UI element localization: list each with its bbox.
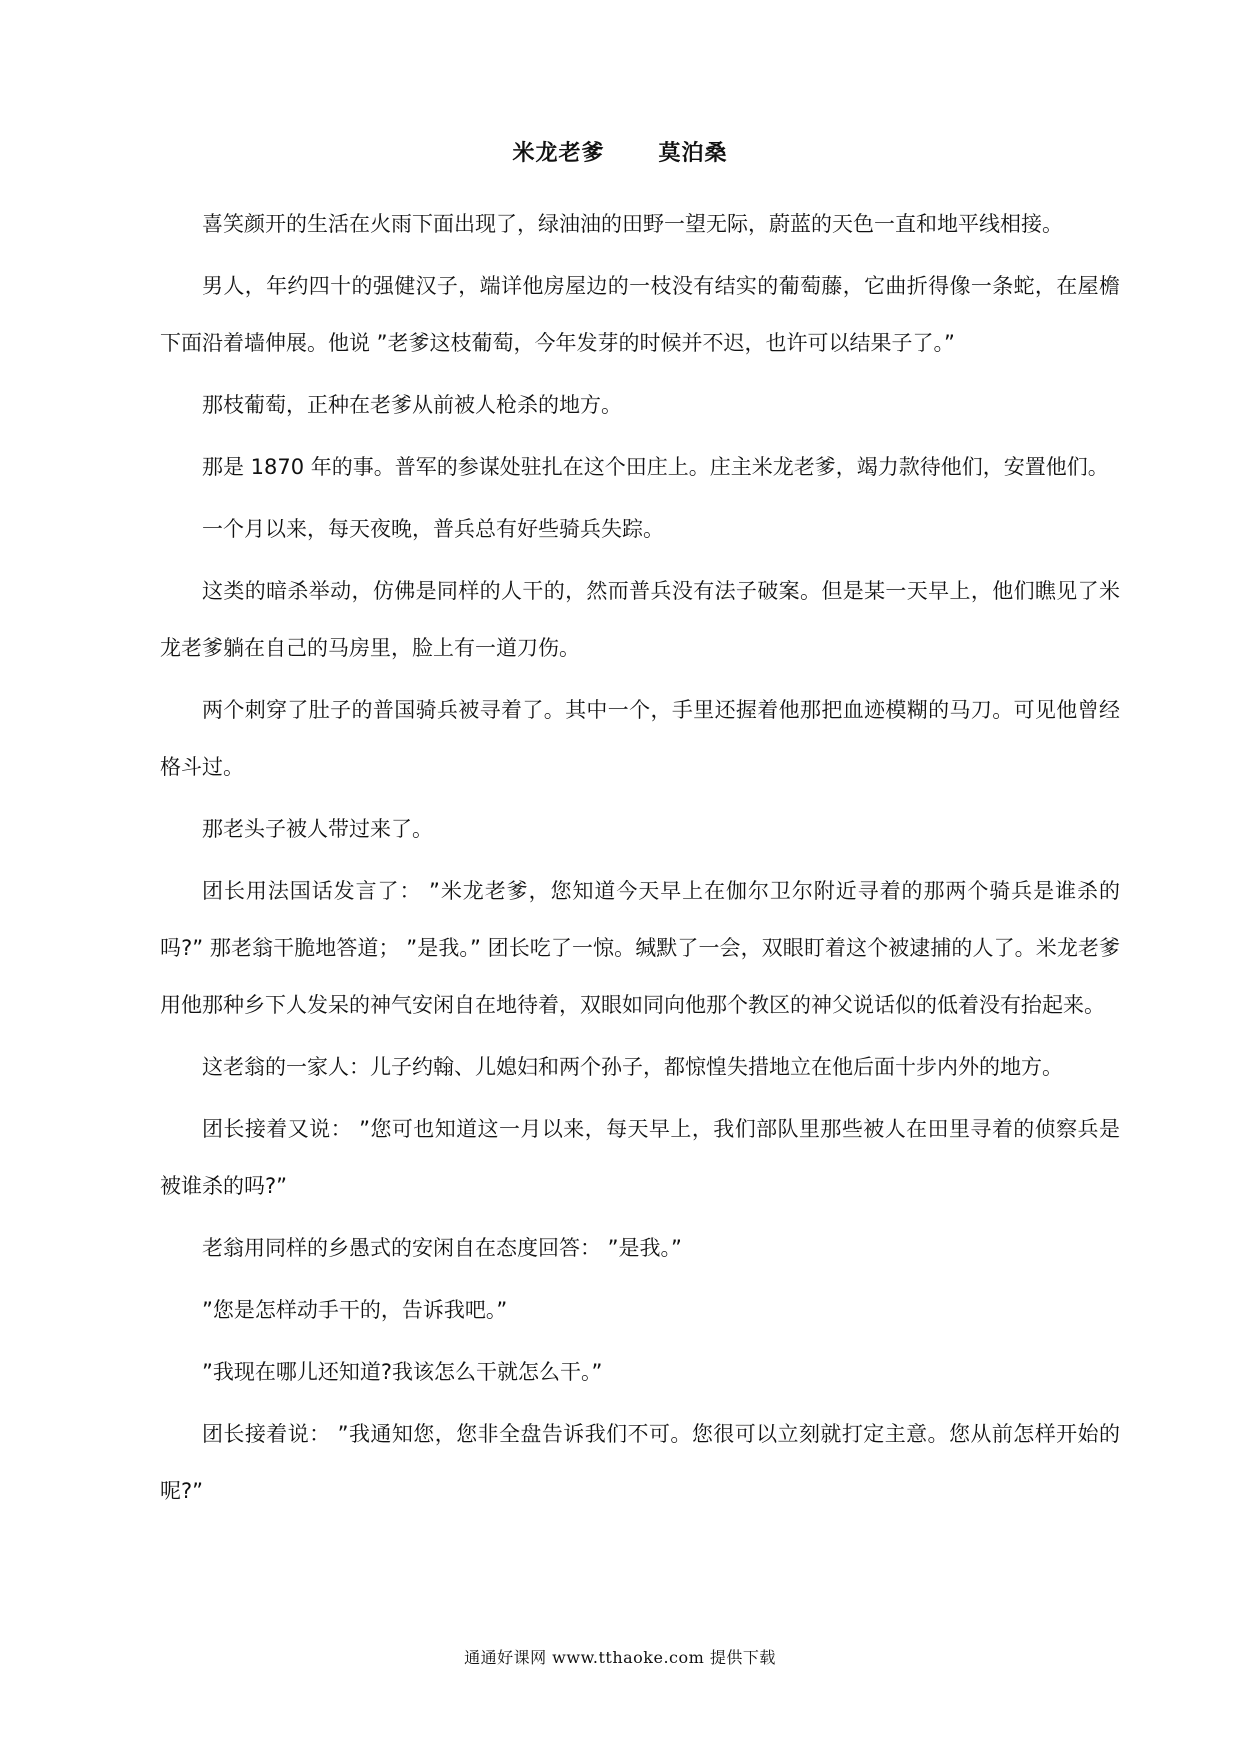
paragraph: ”您是怎样动手干的，告诉我吧。”	[202, 1298, 508, 1322]
page-footer: 通通好课网 www.tthaoke.com 提供下载	[464, 1648, 776, 1667]
paragraph: 喜笑颜开的生活在火雨下面出现了，绿油油的田野一望无际，蔚蓝的天色一直和地平线相接。	[202, 212, 1063, 236]
paragraph: 这老翁的一家人：儿子约翰、儿媳妇和两个孙子，都惊惶失措地立在他后面十步内外的地方。	[202, 1055, 1063, 1079]
paragraph: 一个月以来，每天夜晚，普兵总有好些骑兵失踪。	[202, 517, 664, 541]
paragraph: 老翁用同样的乡愚式的安闲自在态度回答： ”是我。”	[202, 1236, 682, 1260]
paragraph: ”我现在哪儿还知道?我该怎么干就怎么干。”	[202, 1360, 603, 1384]
paragraph: 团长接着又说： ”您可也知道这一月以来，每天早上，我们部队里那些被人在田里寻着的侦察兵是被谁杀的吗?”	[160, 1117, 1120, 1198]
title-story-name: 米龙老爹	[512, 141, 605, 166]
paragraph: 两个刺穿了肚子的普国骑兵被寻着了。其中一个，手里还握着他那把血迹模糊的马刀。可见他曾经格斗过。	[160, 698, 1120, 779]
paragraph: 那枝葡萄，正种在老爹从前被人枪杀的地方。	[202, 393, 622, 417]
document-title	[0, 136, 1240, 167]
paragraph: 团长用法国话发言了： ”米龙老爹，您知道今天早上在伽尔卫尔附近寻着的那两个骑兵是谁杀的吗?” 那老翁干脆地答道； ”是我。” 团长吃了一惊。缄默了一会，双眼盯着这个被逮捕的人了。米龙老爹用他那种乡下人发呆的神气安闲自在地待着，双眼如同向他那个教区的神父说话似的低着没有抬起来。	[160, 879, 1120, 1017]
document-body	[160, 196, 1120, 1525]
paragraph: 那老头子被人带过来了。	[202, 817, 433, 841]
paragraph: 团长接着说： ”我通知您，您非全盘告诉我们不可。您很可以立刻就打定主意。您从前怎样开始的呢?”	[160, 1422, 1120, 1503]
title-author: 莫泊桑	[658, 141, 728, 166]
paragraph: 这类的暗杀举动，仿佛是同样的人干的，然而普兵没有法子破案。但是某一天早上，他们瞧见了米龙老爹躺在自己的马房里，脸上有一道刀伤。	[160, 579, 1120, 660]
paragraph: 那是 1870 年的事。普军的参谋处驻扎在这个田庄上。庄主米龙老爹，竭力款待他们，安置他们。	[202, 455, 1109, 479]
paragraph: 男人，年约四十的强健汉子，端详他房屋边的一枝没有结实的葡萄藤，它曲折得像一条蛇，在屋檐下面沿着墙伸展。他说 ”老爹这枝葡萄，今年发芽的时候并不迟，也许可以结果子了。”	[160, 274, 1120, 355]
